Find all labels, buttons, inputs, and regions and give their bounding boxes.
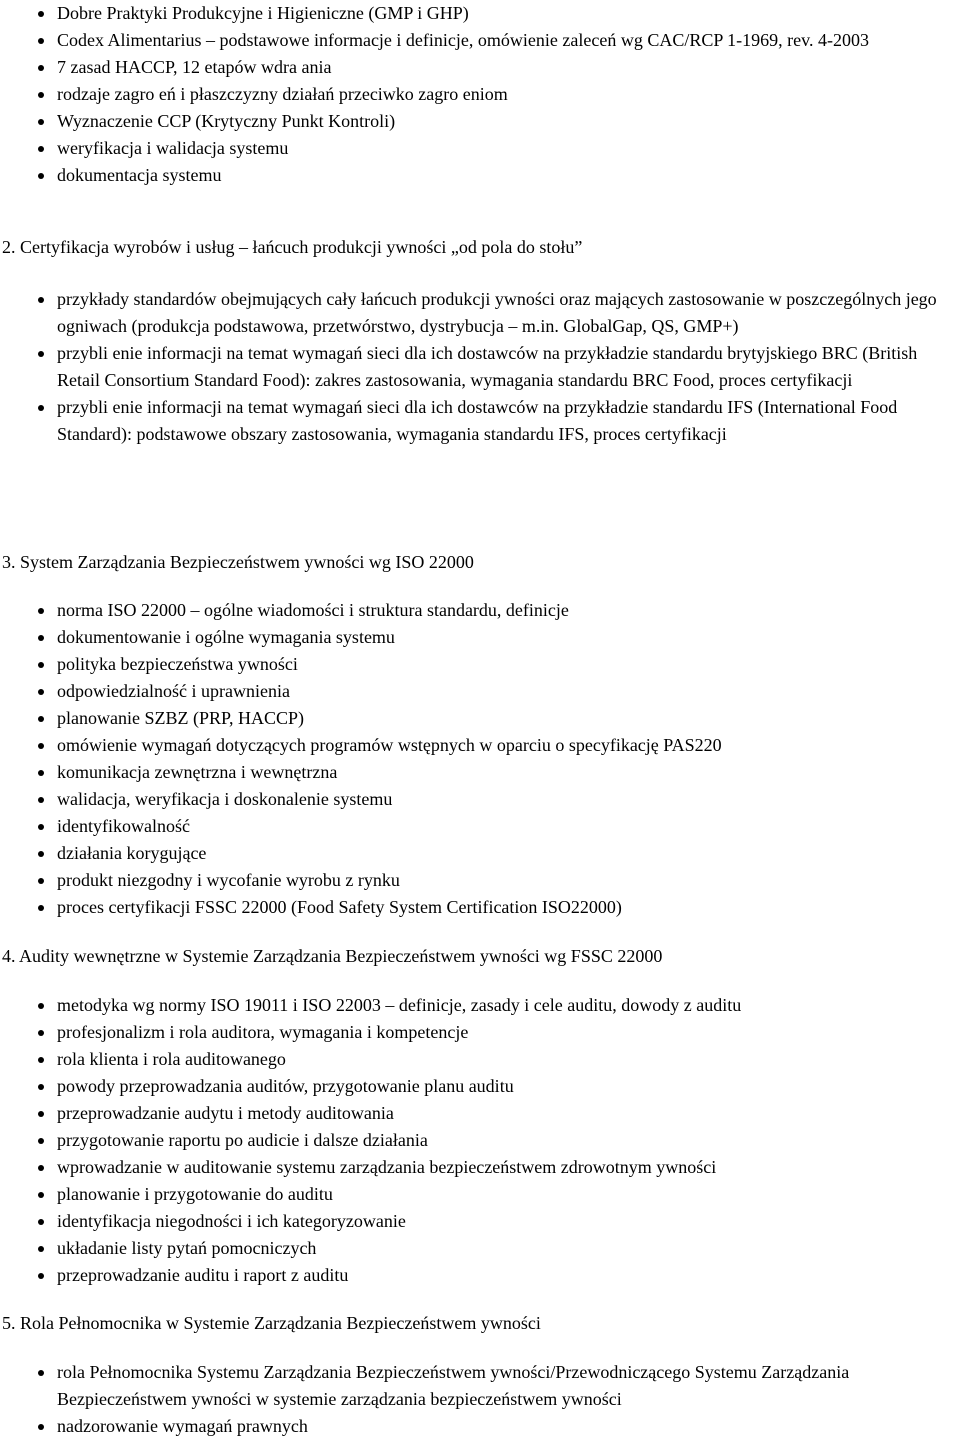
list-item: Wyznaczenie CCP (Krytyczny Punkt Kontroli) bbox=[0, 108, 960, 135]
list-item: nadzorowanie wymagań prawnych bbox=[0, 1413, 960, 1440]
list-item: produkt niezgodny i wycofanie wyrobu z rynku bbox=[0, 867, 960, 894]
section2-list bbox=[0, 286, 960, 448]
list-item: norma ISO 22000 – ogólne wiadomości i struktura standardu, definicje bbox=[0, 597, 960, 624]
section4-heading: 4. Audity wewnętrzne w Systemie Zarządzania Bezpieczeństwem ywności wg FSSC 22000 bbox=[2, 946, 663, 966]
list-item: 7 zasad HACCP, 12 etapów wdra ania bbox=[0, 54, 960, 81]
section4-list bbox=[0, 992, 960, 1289]
list-item: Dobre Praktyki Produkcyjne i Higieniczne (GMP i GHP) bbox=[0, 0, 960, 27]
list-item: walidacja, weryfikacja i doskonalenie systemu bbox=[0, 786, 960, 813]
list-item: dokumentowanie i ogólne wymagania systemu bbox=[0, 624, 960, 651]
list-item: dokumentacja systemu bbox=[0, 162, 960, 189]
list-item: układanie listy pytań pomocniczych bbox=[0, 1235, 960, 1262]
section5-heading: 5. Rola Pełnomocnika w Systemie Zarządzania Bezpieczeństwem ywności bbox=[2, 1313, 541, 1333]
list-item: przybli enie informacji na temat wymagań sieci dla ich dostawców na przykładzie standardu IFS (International Food Standard): podstawowe obszary zastosowania, wymagania standardu IFS, proces certyfikacji bbox=[0, 394, 960, 448]
list-item: omówienie wymagań dotyczących programów wstępnych w oparciu o specyfikację PAS220 bbox=[0, 732, 960, 759]
list-item: identyfikacja niegodności i ich kategoryzowanie bbox=[0, 1208, 960, 1235]
section5-list bbox=[0, 1359, 960, 1440]
list-item: przykłady standardów obejmujących cały łańcuch produkcji ywności oraz mających zastosowanie w poszczególnych jego ogniwach (produkcja podstawowa, przetwórstwo, dystrybucja – m.in. GlobalGap, QS, GMP+) bbox=[0, 286, 960, 340]
list-item: komunikacja zewnętrzna i wewnętrzna bbox=[0, 759, 960, 786]
list-item: przygotowanie raportu po audicie i dalsze działania bbox=[0, 1127, 960, 1154]
list-item: wprowadzanie w auditowanie systemu zarządzania bezpieczeństwem zdrowotnym ywności bbox=[0, 1154, 960, 1181]
list-item: identyfikowalność bbox=[0, 813, 960, 840]
list-item: przybli enie informacji na temat wymagań sieci dla ich dostawców na przykładzie standardu brytyjskiego BRC (British Retail Consortium Standard Food): zakres zastosowania, wymagania standardu BRC Food, proces certyfikacji bbox=[0, 340, 960, 394]
list-item: przeprowadzanie audytu i metody auditowania bbox=[0, 1100, 960, 1127]
list-item: rola Pełnomocnika Systemu Zarządzania Bezpieczeństwem ywności/Przewodniczącego Systemu Zarządzania Bezpieczeństwem ywności w systemie zarządzania bezpieczeństwem ywności bbox=[0, 1359, 960, 1413]
list-item: odpowiedzialność i uprawnienia bbox=[0, 678, 960, 705]
list-item: profesjonalizm i rola auditora, wymagania i kompetencje bbox=[0, 1019, 960, 1046]
section3-heading: 3. System Zarządzania Bezpieczeństwem ywności wg ISO 22000 bbox=[2, 552, 474, 572]
list-item: planowanie SZBZ (PRP, HACCP) bbox=[0, 705, 960, 732]
list-item: polityka bezpieczeństwa ywności bbox=[0, 651, 960, 678]
section1-list bbox=[0, 0, 960, 189]
list-item: przeprowadzanie auditu i raport z auditu bbox=[0, 1262, 960, 1289]
list-item: planowanie i przygotowanie do auditu bbox=[0, 1181, 960, 1208]
list-item: działania korygujące bbox=[0, 840, 960, 867]
list-item: metodyka wg normy ISO 19011 i ISO 22003 – definicje, zasady i cele auditu, dowody z auditu bbox=[0, 992, 960, 1019]
list-item: rodzaje zagro eń i płaszczyzny działań przeciwko zagro eniom bbox=[0, 81, 960, 108]
section2-heading: 2. Certyfikacja wyrobów i usług – łańcuch produkcji ywności „od pola do stołu” bbox=[2, 237, 583, 257]
section3-list bbox=[0, 597, 960, 921]
list-item: powody przeprowadzania auditów, przygotowanie planu auditu bbox=[0, 1073, 960, 1100]
list-item: weryfikacja i walidacja systemu bbox=[0, 135, 960, 162]
list-item: proces certyfikacji FSSC 22000 (Food Safety System Certification ISO22000) bbox=[0, 894, 960, 921]
list-item: Codex Alimentarius – podstawowe informacje i definicje, omówienie zaleceń wg CAC/RCP 1-1969, rev. 4-2003 bbox=[0, 27, 960, 54]
list-item: rola klienta i rola auditowanego bbox=[0, 1046, 960, 1073]
